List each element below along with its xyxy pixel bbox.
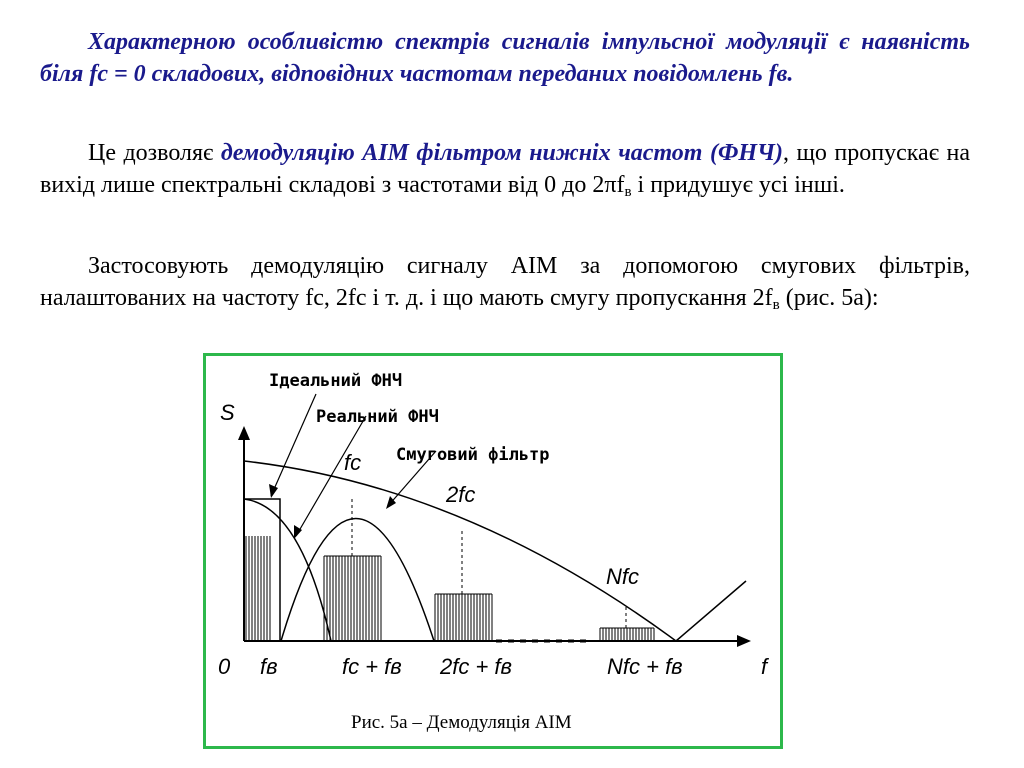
paragraph-spectrum-feature xyxy=(40,26,970,90)
paragraph-2-end: і придушує усі інші. xyxy=(631,172,845,198)
paragraph-2-mid: , що пропускає на вихід лише спектральні складові з частотами від 0 до 2πf xyxy=(40,140,970,198)
spectrum-group-fc xyxy=(324,556,381,641)
label-2fc-plus-fv: 2fc + fв xyxy=(440,654,513,679)
rising-tail xyxy=(676,581,746,641)
y-axis-arrow xyxy=(238,426,250,440)
spectrum-group-2fc xyxy=(435,594,492,641)
paragraph-2-start: Це дозволяє xyxy=(88,140,221,166)
figure-diagram xyxy=(206,356,780,746)
figure-caption: Рис. 5а – Демодуляція АІМ xyxy=(351,712,572,733)
paragraph-3-subscript: в xyxy=(772,297,780,313)
label-fc-plus-fv: fc + fв xyxy=(342,654,402,679)
label-2fc: 2fc xyxy=(446,482,476,507)
label-x-axis: f xyxy=(761,654,768,679)
paragraph-1-text: Характерною особливістю спектрів сигналів імпульсної модуляції є наявність біля fc = 0 складових, відповідних частотам переданих повідомлень fв. xyxy=(40,29,970,87)
paragraph-2-subscript: в xyxy=(624,184,632,200)
x-axis-arrow xyxy=(737,635,751,647)
label-y-axis: S xyxy=(220,400,235,425)
ideal-lpf-arrowhead xyxy=(269,484,278,498)
label-band-filter: Смуговий фільтр xyxy=(396,445,550,465)
label-fv: fв xyxy=(260,654,278,679)
paragraph-bandpass-demodulation xyxy=(40,250,970,314)
label-ideal-lpf: Ідеальний ФНЧ xyxy=(269,371,403,391)
spectrum-group-nfc xyxy=(600,628,654,641)
label-real-lpf: Реальний ФНЧ xyxy=(316,407,439,427)
label-nfc: Nfc xyxy=(606,564,639,589)
paragraph-lpf-demodulation xyxy=(40,137,970,201)
figure-aim-demodulation xyxy=(203,353,783,749)
label-nfc-plus-fv: Nfc + fв xyxy=(607,654,683,679)
label-fc: fc xyxy=(344,450,362,475)
paragraph-3-start: Застосовують демодуляцію сигналу АІМ за допомогою смугових фільтрів, налаштованих на частоту fc, 2fc і т. д. і що мають смугу пропускання 2f xyxy=(40,253,970,311)
paragraph-2-highlight: демодуляцію АІМ фільтром нижніх частот (ФНЧ) xyxy=(220,140,783,166)
label-origin: 0 xyxy=(218,654,231,679)
spectrum-group-baseband xyxy=(246,536,270,641)
paragraph-3-end: (рис. 5а): xyxy=(779,285,879,311)
